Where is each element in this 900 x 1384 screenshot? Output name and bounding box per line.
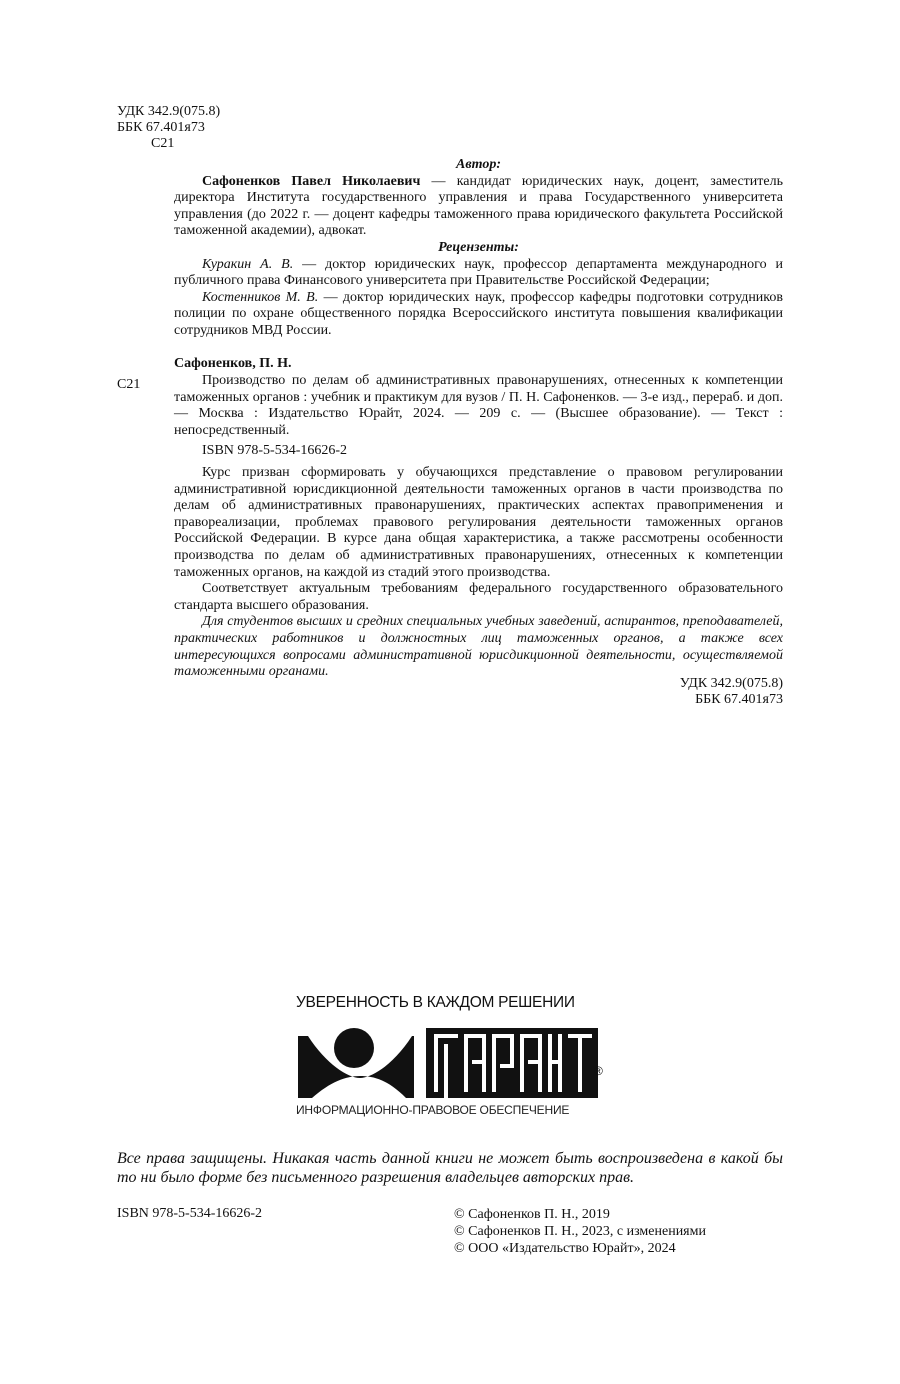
author-sign-code: С21 [151,136,175,151]
author-name: Сафоненков Павел Николаевич [202,173,421,189]
reviewer-name: Куракин А. В. [202,256,294,272]
abstract [174,465,783,681]
udk-code: УДК 342.9(075.8) [117,104,221,119]
rights-notice: Все права защищены. Никакая часть данной книги не может быть воспроизведена в какой бы то ни было форме без письменного разрешения владельцев авторских прав. [117,1150,783,1186]
footer-isbn: ISBN 978-5-534-16626-2 [117,1206,263,1221]
reviewer-entry [174,290,783,340]
udk-code: УДК 342.9(075.8) [679,676,783,691]
bibliographic-isbn: ISBN 978-5-534-16626-2 [202,443,348,458]
bbk-code: ББК 67.401я73 [117,120,205,135]
reviewers-heading: Рецензенты: [438,239,519,255]
author-section [174,157,783,340]
author-bio [174,174,783,240]
garant-tagline: ИНФОРМАЦИОННО-ПРАВОВОЕ ОБЕСПЕЧЕНИЕ [296,1103,570,1117]
registered-mark: ® [594,1064,603,1078]
bbk-code: ББК 67.401я73 [695,692,783,707]
abstract-audience: Для студентов высших и средних специальных учебных заведений, аспирантов, преподавателей, практических работников и должностных лиц таможенных органов, а также всех интересующихся вопросами административной юрисдикционной деятельности, осуществляемой таможенными органами. [174,614,783,680]
reviewer-name: Костенников М. В. [202,289,319,305]
garant-logo [296,1020,606,1100]
reviewer-text: — доктор юридических наук, профессор кафедры подготовки сотрудников полиции по охране общественного порядка Всероссийского института повышения квалификации сотрудников МВД России. [174,289,783,338]
bibliographic-author: Сафоненков, П. Н. [174,356,292,371]
garant-slogan: УВЕРЕННОСТЬ В КАЖДОМ РЕШЕНИИ [296,994,575,1011]
garant-emblem-icon [296,1020,606,1100]
author-heading: Автор: [456,157,501,172]
copyright-line: © Сафоненков П. Н., 2023, с изменениями [454,1224,706,1239]
author-bio-text: — кандидат юридических наук, доцент, заместитель директора Института государственного управления и права Государственного университета управления (до 2022 г. — доцент кафедры таможенного права юридического факультета Российской таможенной академии), адвокат. [174,173,783,239]
copyright-line: © Сафоненков П. Н., 2019 [454,1207,610,1222]
copyright-line: © ООО «Издательство Юрайт», 2024 [454,1241,676,1256]
bibliographic-description: Производство по делам об административных правонарушениях, отнесенных к компетенции таможенных органов : учебник и практикум для вузов / П. Н. Сафоненков. — 3-е изд., перераб. и доп. — Москва : Издательство Юрайт, 2024. — 209 с. — (Высшее образование). — Текст : непосредственный. [174,373,783,438]
abstract-paragraph: Соответствует актуальным требованиям федерального государственного образовательного стандарта высшего образования. [174,581,783,613]
reviewer-entry [174,257,783,290]
copyright-block [454,1206,706,1257]
classification-right [680,676,783,708]
bibliographic-code: С21 [117,377,141,392]
abstract-paragraph: Курс призван сформировать у обучающихся представление о правовом регулировании административной юрисдикционной деятельности таможенных органов в части производства по делам об административных правонарушениях, практических аспектах правоприменения и правореализации, проблемах правового регулирования деятельности таможенных органов Российской Федерации. В курсе дана общая характеристика, а также рассмотрены особенности производства по делам об административных правонарушениях, отнесенных к компетенции таможенных органов, на каждой из стадий этого производства. [174,465,783,580]
reviewer-text: — доктор юридических наук, профессор департамента международного и публичного права Финансового университета при Правительстве Российской Федерации; [174,256,783,289]
classification-block [117,104,220,152]
